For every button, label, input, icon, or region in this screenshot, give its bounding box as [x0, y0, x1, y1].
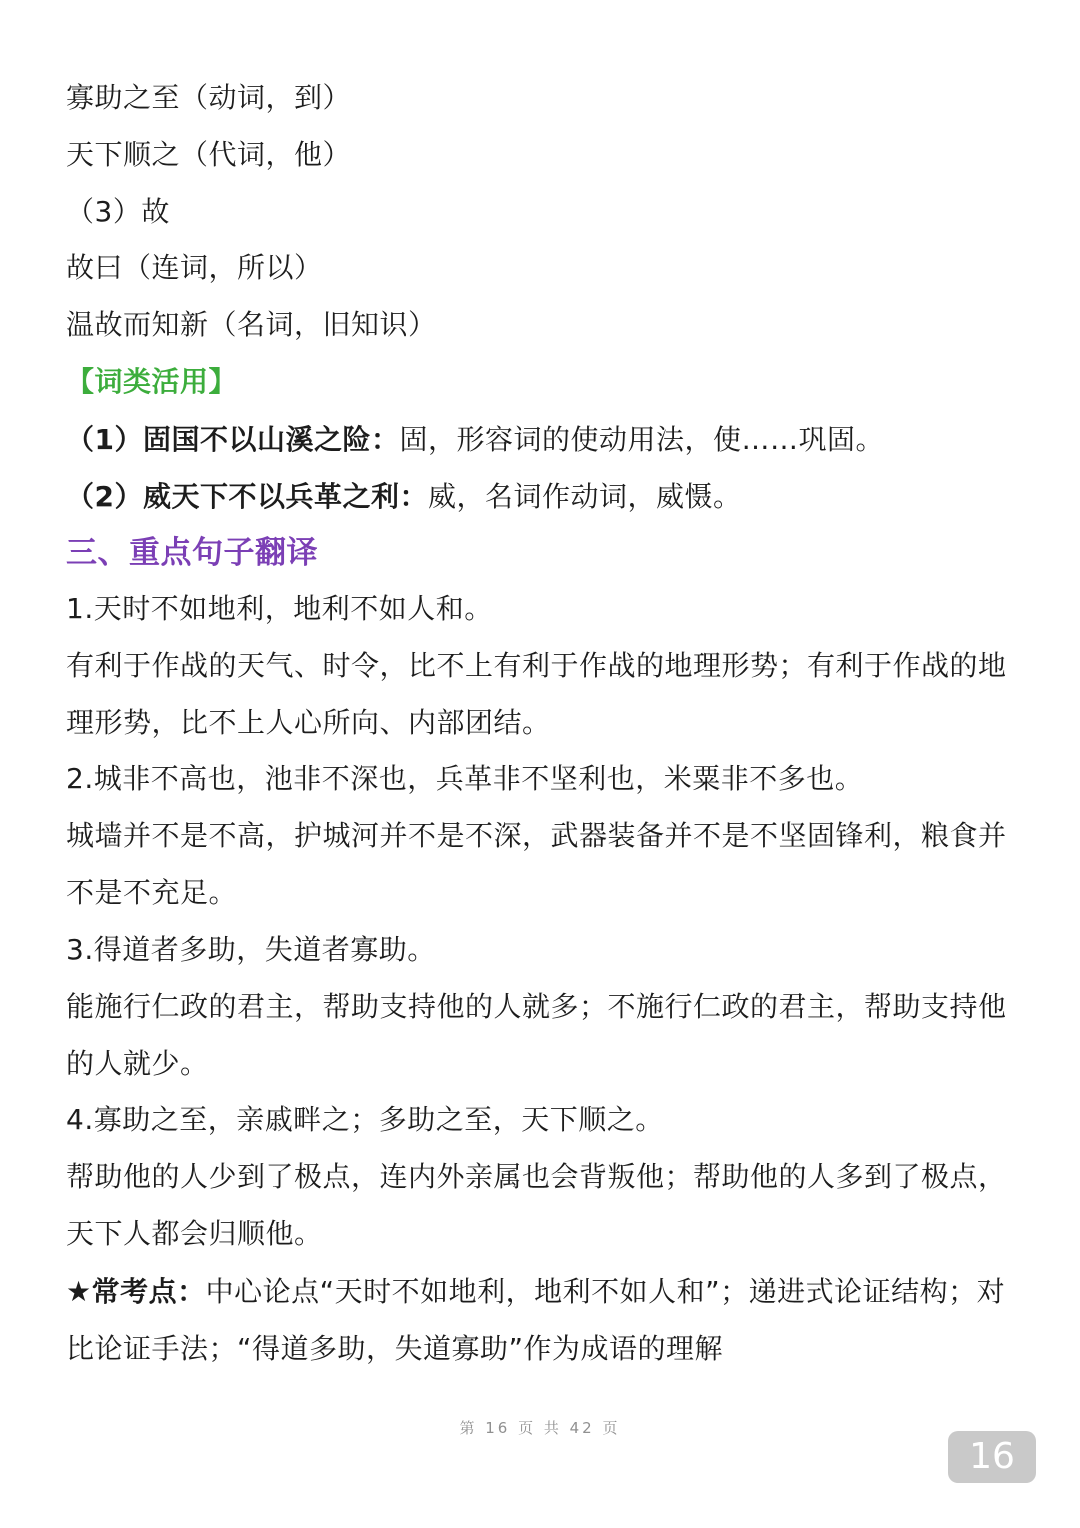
word-class-item: [66, 477, 1020, 517]
item-term: （2）威天下不以兵革之利：: [66, 480, 428, 513]
page-badge: 16: [948, 1431, 1036, 1483]
text-line: 温故而知新（名词，旧知识）: [66, 308, 437, 341]
sentence: 3.得道者多助，失道者寡助。: [66, 933, 436, 966]
key-points-text: 中心论点“天时不如地利，地利不如人和”；递进式论证结构；对比论证手法；“得道多助，失道寡助”作为成语的理解: [66, 1275, 1006, 1365]
text-line: 故曰（连词，所以）: [66, 251, 323, 284]
translation: 城墙并不是不高，护城河并不是不深，武器装备并不是不坚固锋利，粮食并不是不充足。: [66, 819, 1007, 909]
item-explanation: 威，名词作动词，威慑。: [427, 480, 742, 513]
sentence: 1.天时不如地利，地利不如人和。: [66, 592, 493, 625]
page-number-text: 第 16 页 共 42 页: [459, 1419, 621, 1437]
sentence: 4.寡助之至，亲戚畔之；多助之至，天下顺之。: [66, 1103, 664, 1136]
translation: 帮助他的人少到了极点，连内外亲属也会背叛他；帮助他的人多到了极点，天下人都会归顺他。: [66, 1160, 1007, 1250]
key-points-label: ★常考点：: [66, 1275, 206, 1308]
text-line: 天下顺之（代词，他）: [66, 138, 352, 171]
translation: 能施行仁政的君主，帮助支持他的人就多；不施行仁政的君主，帮助支持他的人就少。: [66, 990, 1007, 1080]
key-points: [66, 1263, 1020, 1377]
section-heading-translation: 三、重点句子翻译: [66, 535, 318, 571]
translation: 有利于作战的天气、时令，比不上有利于作战的地理形势；有利于作战的地理形势，比不上人心所向、内部团结。: [66, 649, 1007, 739]
section-heading-word-class: 【词类活用】: [66, 365, 238, 398]
text-line: （3）故: [66, 195, 170, 228]
text-line: 寡助之至（动词，到）: [66, 81, 352, 114]
sentence: 2.城非不高也，池非不深也，兵革非不坚利也，米粟非不多也。: [66, 762, 864, 795]
item-explanation: 固，形容词的使动用法，使……巩固。: [399, 423, 884, 456]
item-term: （1）固国不以山溪之险：: [66, 423, 400, 456]
word-class-item: [66, 420, 1020, 460]
